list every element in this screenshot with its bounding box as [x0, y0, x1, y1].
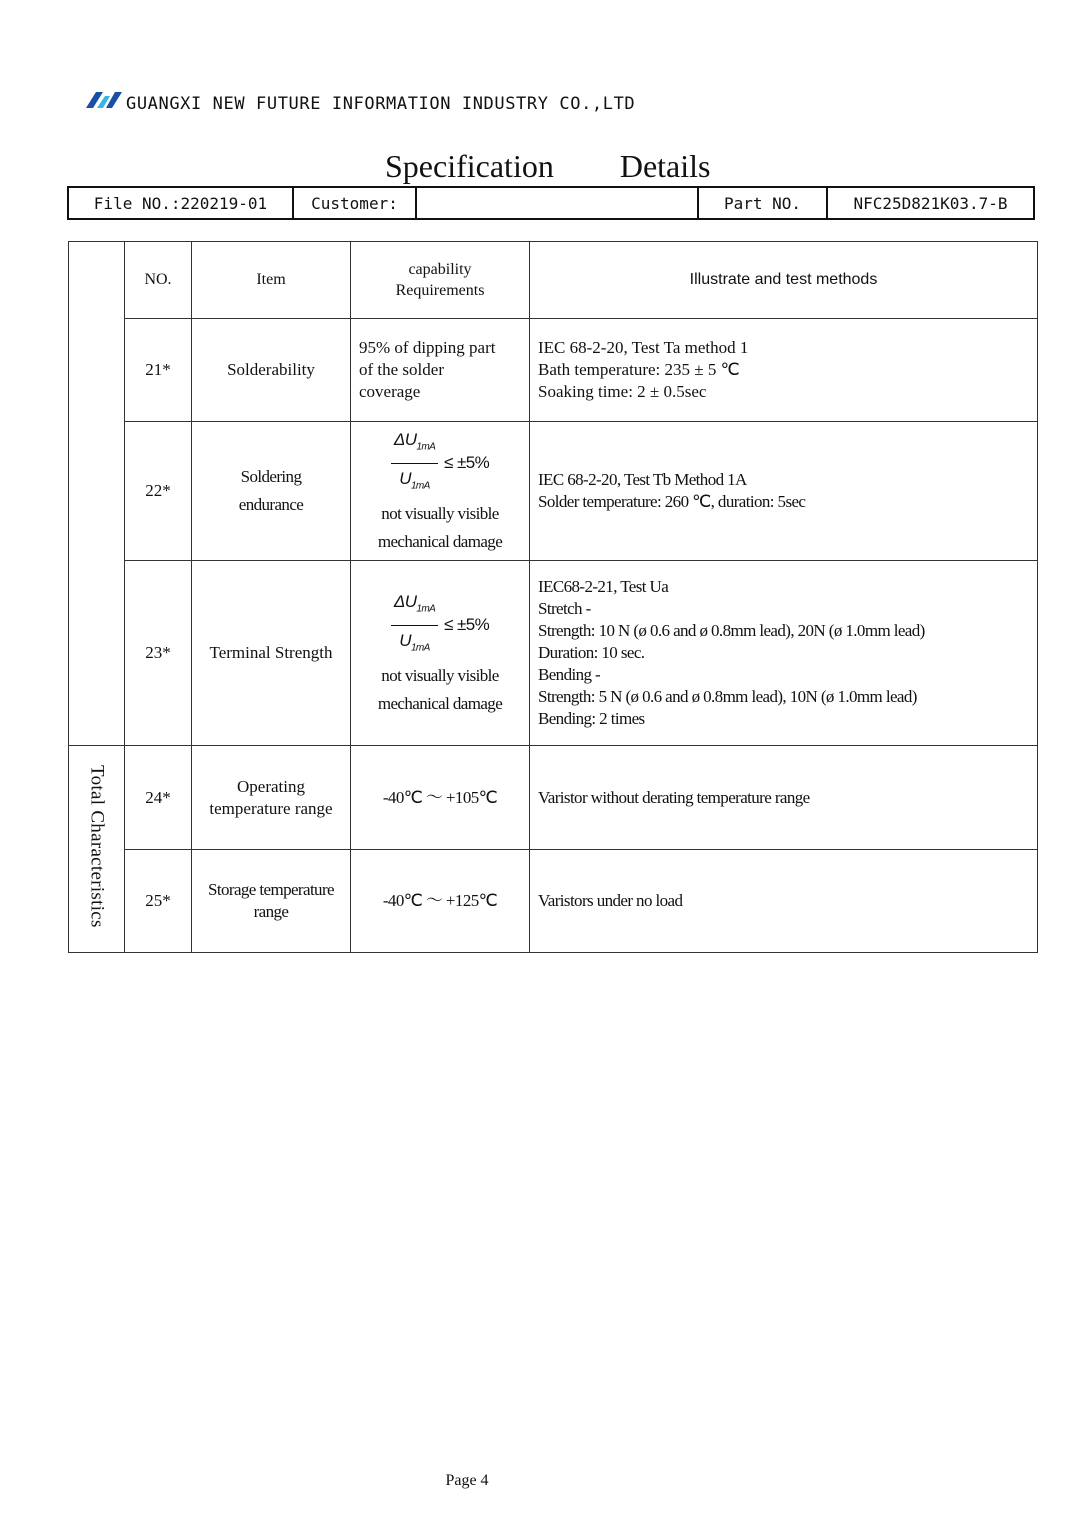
method-line: Bending - [538, 665, 601, 684]
row-method [530, 319, 1038, 422]
column-header-item: Item [192, 242, 351, 319]
method-line: Duration: 10 sec. [538, 643, 645, 662]
row-item [192, 746, 351, 850]
customer-value [416, 187, 698, 219]
method-line: Strength: 5 N (ø 0.6 and ø 0.8mm lead), 10N (ø 1.0mm lead) [538, 687, 917, 706]
method-line: Soaking time: 2 ± 0.5sec [538, 382, 707, 401]
requirement-line: 95% of dipping part [359, 338, 496, 357]
row-number: 24* [125, 746, 192, 850]
part-number-value: NFC25D821K03.7-B [827, 187, 1034, 219]
formula-numerator: ΔU [393, 430, 417, 450]
title-left: Specification [385, 148, 554, 184]
group-label-cell [69, 746, 125, 953]
item-line: Soldering [240, 467, 302, 486]
requirement-line: not visually visible [381, 665, 499, 685]
formula-denominator: U [399, 630, 411, 650]
row-item [192, 850, 351, 953]
method-line: Solder temperature: 260 ℃, duration: 5sec [538, 492, 806, 511]
deviation-formula [391, 426, 489, 500]
formula-denominator: U [399, 468, 411, 488]
part-number-label: Part NO. [698, 187, 827, 219]
file-number: File NO.:220219-01 [68, 187, 293, 219]
row-number: 23* [125, 561, 192, 746]
item-line: Operating [237, 776, 305, 796]
column-header-requirements [351, 242, 530, 319]
method-line: IEC 68-2-20, Test Tb Method 1A [538, 470, 747, 489]
row-method: Varistor without derating temperature range [530, 746, 1038, 850]
formula-limit: ≤ ±5% [444, 615, 490, 634]
column-header-no: NO. [125, 242, 192, 319]
row-item: Solderability [192, 319, 351, 422]
group-cell-blank [69, 242, 125, 746]
group-label: Total Characteristics [86, 764, 108, 928]
requirement-line: mechanical damage [377, 531, 503, 551]
method-line: Strength: 10 N (ø 0.6 and ø 0.8mm lead), 20N (ø 1.0mm lead) [538, 621, 925, 640]
company-logo-icon [84, 90, 122, 110]
formula-subscript: 1mA [410, 641, 430, 653]
page-title [385, 148, 710, 185]
table-header-row [69, 242, 1038, 319]
item-line: range [253, 902, 289, 921]
requirement-line: mechanical damage [377, 693, 503, 713]
column-header-requirements-line1: capability [408, 261, 472, 278]
method-line: IEC 68-2-20, Test Ta method 1 [538, 338, 749, 357]
row-method: Varistors under no load [530, 850, 1038, 953]
column-header-method: Illustrate and test methods [530, 242, 1038, 319]
customer-label: Customer: [293, 187, 416, 219]
formula-subscript: 1mA [416, 441, 436, 453]
row-item [192, 422, 351, 561]
row-method [530, 422, 1038, 561]
deviation-formula [391, 588, 489, 662]
requirement-line: coverage [359, 382, 421, 401]
method-line: IEC68-2-21, Test Ua [538, 577, 669, 596]
formula-subscript: 1mA [410, 479, 430, 491]
page-number: Page 4 [445, 1472, 489, 1489]
table-row [69, 319, 1038, 422]
method-line: Stretch - [538, 599, 591, 618]
row-requirement: -40℃ ～ +105℃ [351, 746, 530, 850]
row-requirement [351, 561, 530, 746]
formula-numerator: ΔU [393, 592, 417, 612]
requirement-line: not visually visible [381, 503, 499, 523]
table-row [69, 746, 1038, 850]
table-row [69, 422, 1038, 561]
item-line: temperature range [209, 798, 333, 818]
document-info-table [67, 186, 1035, 220]
column-header-requirements-line2: Requirements [395, 282, 485, 299]
row-number: 25* [125, 850, 192, 953]
title-right: Details [619, 148, 711, 184]
row-item: Terminal Strength [192, 561, 351, 746]
item-line: endurance [238, 495, 304, 514]
method-line: Bath temperature: 235 ± 5 ℃ [538, 360, 740, 379]
company-name: GUANGXI NEW FUTURE INFORMATION INDUSTRY CO.,LTD [126, 94, 636, 114]
row-method [530, 561, 1038, 746]
row-number: 21* [125, 319, 192, 422]
item-line: Storage temperature [208, 880, 334, 899]
formula-limit: ≤ ±5% [444, 453, 490, 472]
row-number: 22* [125, 422, 192, 561]
table-row [69, 850, 1038, 953]
row-requirement [351, 422, 530, 561]
method-line: Bending: 2 times [538, 709, 645, 728]
row-requirement: -40℃ ～ +125℃ [351, 850, 530, 953]
formula-subscript: 1mA [416, 603, 436, 615]
specification-table [68, 241, 1038, 953]
row-requirement [351, 319, 530, 422]
table-row [69, 561, 1038, 746]
requirement-line: of the solder [359, 360, 444, 379]
